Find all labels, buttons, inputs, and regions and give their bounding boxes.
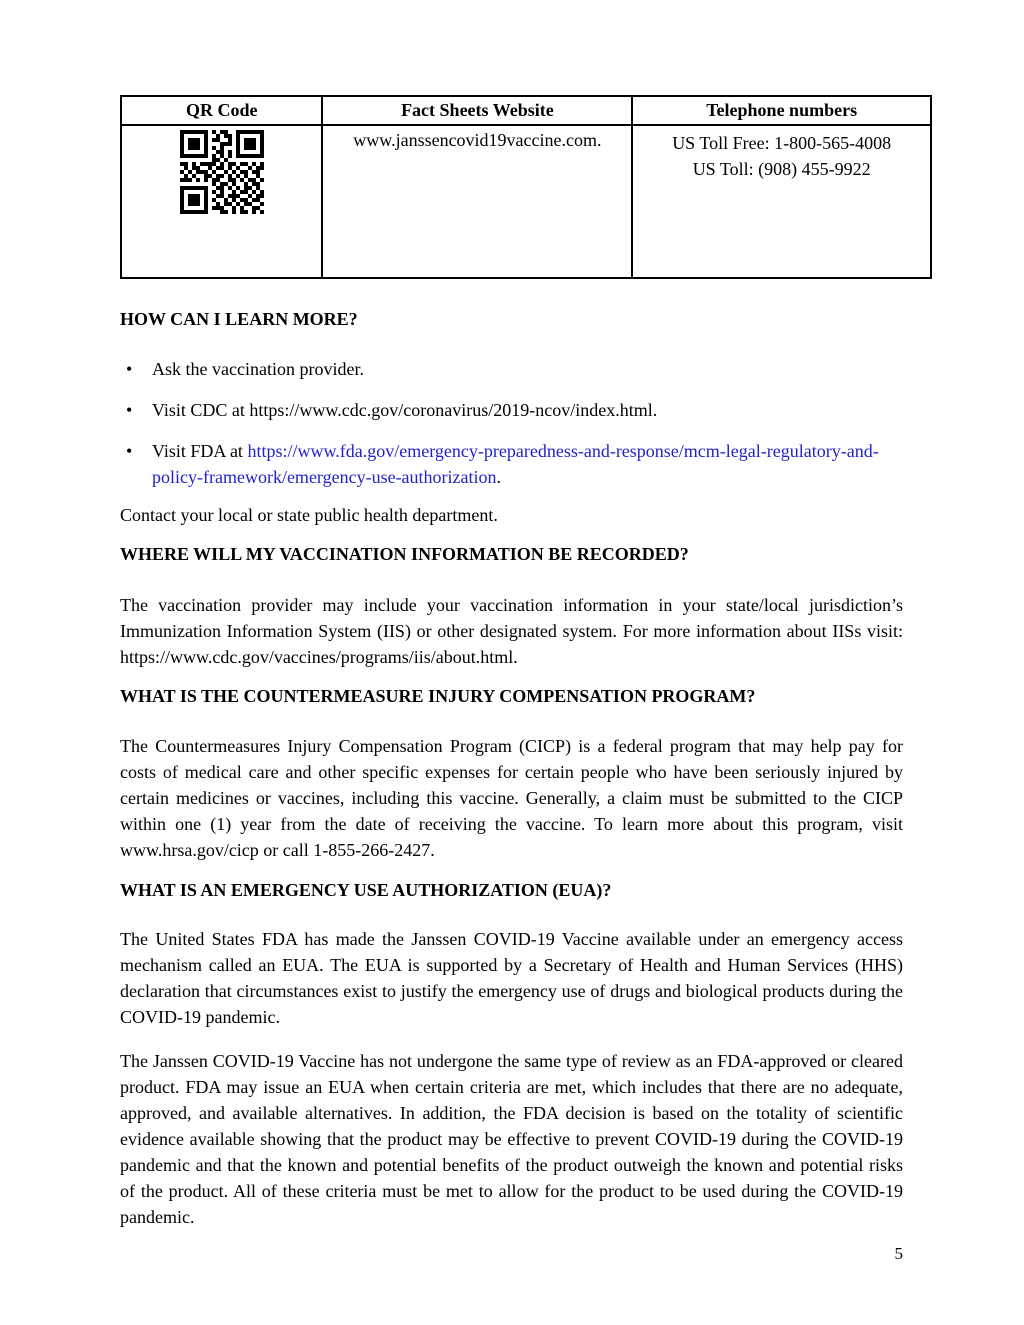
contact-health-department-paragraph: Contact your local or state public health department.	[120, 505, 498, 525]
bullet-icon: •	[126, 441, 133, 461]
contact-info-table	[120, 95, 932, 279]
toll-number: US Toll: (908) 455-9922	[692, 159, 871, 179]
eua-paragraph-1: The United States FDA has made the Janssen COVID-19 Vaccine available under an emergency access mechanism called an EUA. The EUA is supported by a Secretary of Health and Human Services (HHS) declaration that circumstances exist to justify the emergency use of drugs and biological products during the COVID-19 pandemic.	[120, 929, 903, 1027]
section-title-recorded: WHERE WILL MY VACCINATION INFORMATION BE RECORDED?	[120, 544, 689, 564]
fda-link-prefix: Visit FDA at	[152, 441, 248, 461]
website-cell	[322, 125, 632, 278]
bullet-icon: •	[126, 400, 133, 420]
page-number: 5	[894, 1244, 903, 1263]
list-item	[120, 438, 903, 490]
list-item	[120, 356, 903, 382]
fda-eua-link[interactable]: https://www.fda.gov/emergency-preparedness-and-response/mcm-legal-regulatory-and-policy-framework/emergency-use-authorization	[152, 441, 879, 487]
qr-code	[180, 130, 264, 214]
list-item	[120, 397, 903, 423]
fda-link-suffix: .	[496, 467, 502, 487]
table-row	[121, 125, 931, 278]
bullet-text-visit-cdc: Visit CDC at https://www.cdc.gov/coronavirus/2019-ncov/index.html.	[152, 400, 658, 420]
document-body	[120, 309, 903, 1264]
bullet-icon: •	[126, 359, 133, 379]
table-header-qr-code: QR Code	[121, 96, 322, 125]
table-header-fact-sheets-website: Fact Sheets Website	[322, 96, 632, 125]
bullet-text-visit-fda	[152, 438, 903, 490]
section-title-cicp: WHAT IS THE COUNTERMEASURE INJURY COMPENSATION PROGRAM?	[120, 686, 756, 706]
recorded-paragraph: The vaccination provider may include your vaccination information in your state/local jurisdiction’s Immunization Information System (IIS) or other designated system. For more information about IISs visit: https://www.cdc.gov/vaccines/programs/iis/about.html.	[120, 595, 903, 667]
section-title-learn-more: HOW CAN I LEARN MORE?	[120, 309, 358, 329]
eua-paragraph-2: The Janssen COVID-19 Vaccine has not undergone the same type of review as an FDA-approved or cleared product. FDA may issue an EUA when certain criteria are met, which includes that there are no adequate, approved, and available alternatives. In addition, the FDA decision is based on the totality of scientific evidence available showing that the product may be effective to prevent COVID-19 during the COVID-19 pandemic and that the known and potential benefits of the product outweigh the known and potential risks of the product. All of these criteria must be met to allow for the product to be used during the COVID-19 pandemic.	[120, 1051, 903, 1227]
section-title-eua: WHAT IS AN EMERGENCY USE AUTHORIZATION (EUA)?	[120, 880, 612, 900]
bullet-text-ask-provider: Ask the vaccination provider.	[152, 359, 364, 379]
telephone-cell	[632, 125, 931, 278]
cicp-paragraph: The Countermeasures Injury Compensation Program (CICP) is a federal program that may help pay for costs of medical care and other specific expenses for certain people who have been seriously injured by certain medicines or vaccines, including this vaccine. Generally, a claim must be submitted to the CICP within one (1) year from the date of receiving the vaccine. To learn more about this program, visit www.hrsa.gov/cicp or call 1-855-266-2427.	[120, 736, 903, 860]
table-header-row	[121, 96, 931, 125]
learn-more-list	[120, 356, 903, 490]
table-header-telephone-numbers: Telephone numbers	[632, 96, 931, 125]
qr-code-cell	[121, 125, 322, 278]
toll-free-number: US Toll Free: 1-800-565-4008	[672, 133, 892, 153]
website-text: www.janssencovid19vaccine.com.	[353, 130, 602, 150]
